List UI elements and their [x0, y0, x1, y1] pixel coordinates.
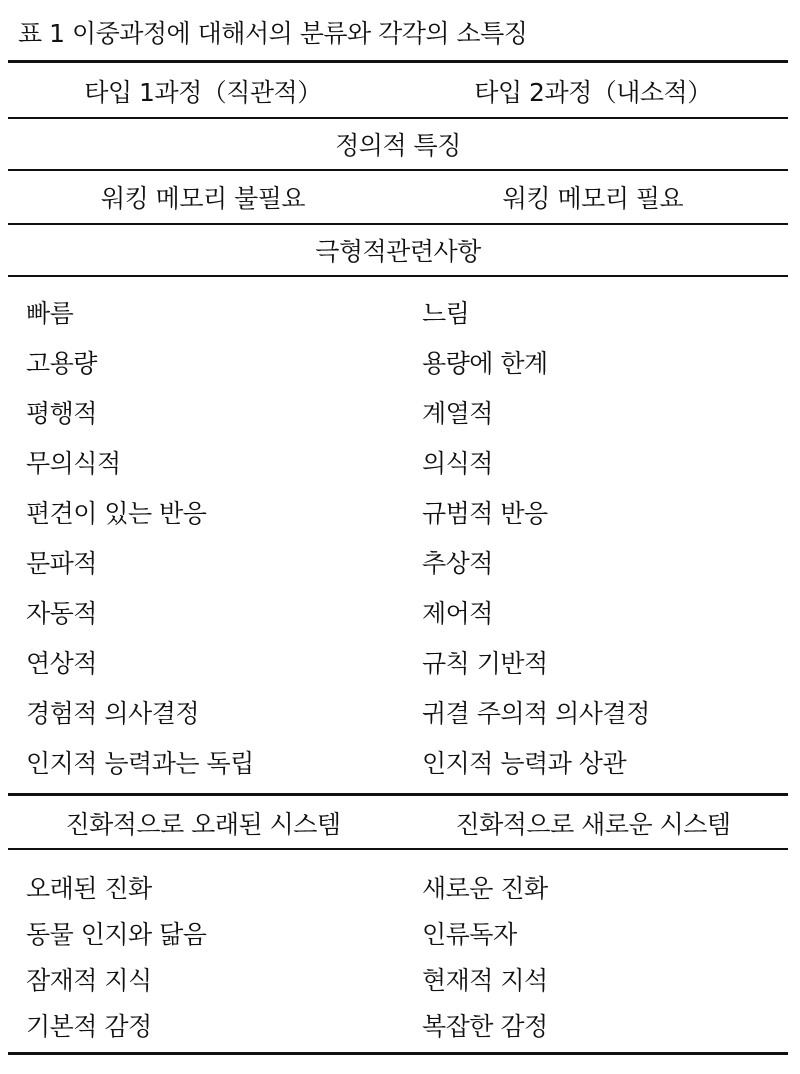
evolution-type2-cell: 새로운 진화 — [422, 874, 548, 903]
evolution-top-rule — [8, 793, 788, 796]
defining-row — [8, 172, 788, 222]
typical-section-title: 극형적관련사항 — [315, 237, 481, 266]
header-rule — [8, 117, 788, 119]
header-type2: 타입 2과정（내소적） — [474, 78, 712, 107]
typical-type1-cell: 편견이 있는 반응 — [26, 499, 207, 528]
header-type1: 타입 1과정（직관적） — [84, 78, 322, 107]
typical-title-rule — [8, 275, 788, 277]
evolution-header-row — [8, 798, 788, 848]
typical-type1-cell: 인지적 능력과는 독립 — [26, 749, 254, 778]
typical-type1-cell: 연상적 — [26, 649, 97, 678]
evolution-header-rule — [8, 848, 788, 850]
evolution-type2-cell: 복잡한 감정 — [422, 1012, 548, 1041]
bottom-rule — [8, 1052, 788, 1055]
typical-section-title-row — [8, 226, 788, 274]
table-caption: 표 1 이중과정에 대해서의 분류와 각각의 소특징 — [18, 19, 528, 48]
typical-type1-cell: 평행적 — [26, 399, 97, 428]
typical-type2-cell: 규범적 반응 — [422, 499, 548, 528]
typical-type1-cell: 문파적 — [26, 549, 97, 578]
typical-type2-cell: 느림 — [422, 299, 470, 328]
typical-type2-cell: 의식적 — [422, 449, 493, 478]
evolution-type1-cell: 기본적 감정 — [26, 1012, 152, 1041]
typical-type2-cell: 용량에 한계 — [422, 349, 548, 378]
typical-type2-cell: 계열적 — [422, 399, 493, 428]
defining-section-title-row — [8, 120, 788, 168]
typical-type2-cell: 인지적 능력과 상관 — [422, 749, 627, 778]
typical-type1-cell: 고용량 — [26, 349, 97, 378]
typical-type1-cell: 무의식적 — [26, 449, 121, 478]
typical-type2-cell: 귀결 주의적 의사결정 — [422, 699, 650, 728]
evolution-type1-cell: 동물 인지와 닮음 — [26, 920, 207, 949]
header-row — [8, 66, 788, 116]
typical-type2-cell: 규칙 기반적 — [422, 649, 548, 678]
typical-type2-cell: 추상적 — [422, 549, 493, 578]
typical-type1-cell: 자동적 — [26, 599, 97, 628]
typical-type2-cell: 제어적 — [422, 599, 493, 628]
defining-title-rule — [8, 169, 788, 171]
typical-type1-cell: 경험적 의사결정 — [26, 699, 199, 728]
evolution-type1: 진화적으로 오래된 시스템 — [65, 810, 341, 839]
evolution-type2-cell: 인류독자 — [422, 920, 517, 949]
top-rule — [8, 60, 788, 63]
evolution-type2: 진화적으로 새로운 시스템 — [455, 810, 731, 839]
defining-type1: 워킹 메모리 불필요 — [100, 184, 306, 213]
typical-type1-cell: 빠름 — [26, 299, 74, 328]
defining-rule — [8, 223, 788, 225]
evolution-type2-cell: 현재적 지석 — [422, 966, 548, 995]
defining-section-title: 정의적 특징 — [335, 131, 461, 160]
evolution-type1-cell: 잠재적 지식 — [26, 966, 152, 995]
evolution-type1-cell: 오래된 진화 — [26, 874, 152, 903]
defining-type2: 워킹 메모리 필요 — [502, 184, 684, 213]
